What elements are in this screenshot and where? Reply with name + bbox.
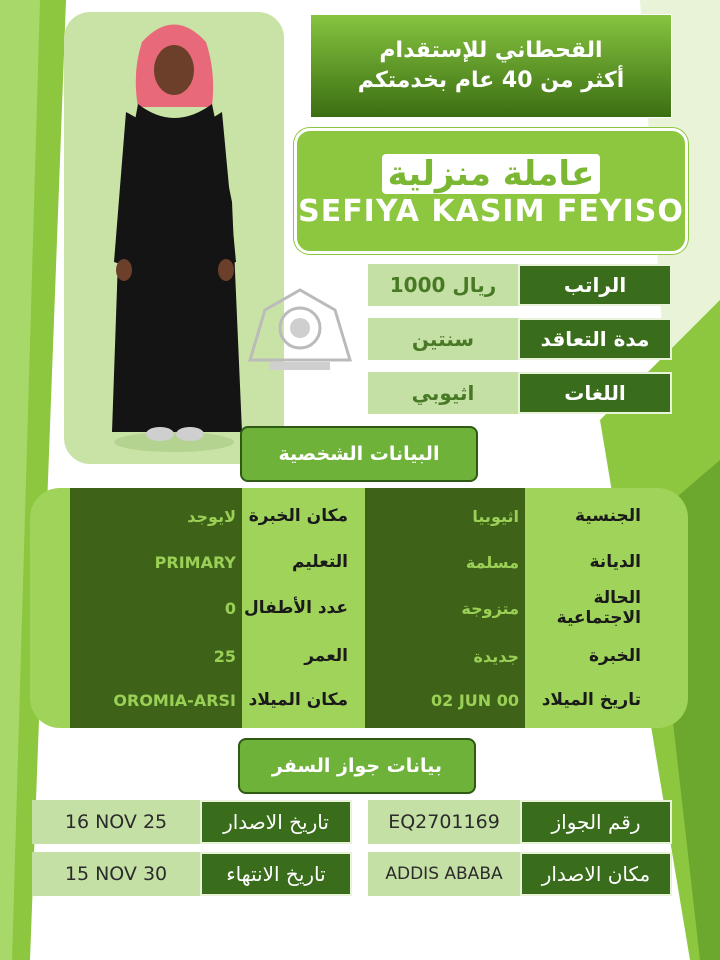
issue-date-value: 16 NOV 25 — [32, 800, 200, 844]
children-count-value: 0 — [224, 598, 236, 618]
birth-place-label: مكان الميلاد — [248, 690, 348, 710]
religion-label: الديانة — [589, 552, 641, 572]
experience-place-value: لايوجد — [187, 506, 236, 526]
worker-title-box — [294, 128, 688, 254]
personal-info-panel — [30, 488, 688, 728]
salary-label: الراتب — [518, 264, 672, 306]
experience-place-label: مكان الخبرة — [248, 506, 348, 526]
job-title: عاملة منزلية — [382, 154, 601, 194]
marital-status-label: الحالة الاجتماعية — [556, 588, 641, 628]
languages-label: اللغات — [518, 372, 672, 414]
experience-label: الخبرة — [588, 646, 641, 666]
religion-value: مسلمة — [465, 552, 519, 572]
person-photo — [64, 12, 284, 464]
age-value: 25 — [213, 646, 236, 666]
expiry-date-value: 15 NOV 30 — [32, 852, 200, 896]
worker-name: SEFIYA KASIM FEYISO — [298, 193, 684, 229]
issue-place-label: مكان الاصدار — [520, 852, 672, 896]
children-count-label: عدد الأطفال — [244, 598, 348, 618]
experience-value: جديدة — [473, 646, 519, 666]
passport-number-value: EQ2701169 — [368, 800, 520, 844]
personal-data-title: البيانات الشخصية — [240, 426, 478, 482]
education-value: PRIMARY — [154, 552, 236, 572]
age-label: العمر — [304, 646, 348, 666]
photo-panel — [64, 12, 284, 464]
birth-date-value: 02 JUN 00 — [430, 690, 519, 710]
birth-place-value: OROMIA-ARSI — [113, 690, 236, 710]
birth-date-label: تاريخ الميلاد — [541, 690, 641, 710]
salary-value: 1000 ريال — [368, 264, 518, 306]
contract-duration-value: سنتين — [368, 318, 518, 360]
languages-value: اثيوبي — [368, 372, 518, 414]
contract-duration-label: مدة التعاقد — [518, 318, 672, 360]
issue-place-value: ADDIS ABABA — [368, 852, 520, 896]
company-slogan: أكثر من 40 عام بخدمتكم — [357, 68, 625, 93]
issue-date-label: تاريخ الاصدار — [200, 800, 352, 844]
company-logo — [240, 280, 360, 380]
nationality-value: اثيوبيا — [472, 506, 519, 526]
education-label: التعليم — [292, 552, 348, 572]
company-name: القحطاني للإستقدام — [379, 38, 603, 63]
nationality-label: الجنسية — [575, 506, 641, 526]
company-header — [310, 14, 672, 118]
marital-status-value: متزوجة — [461, 598, 519, 618]
expiry-date-label: تاريخ الانتهاء — [200, 852, 352, 896]
passport-number-label: رقم الجواز — [520, 800, 672, 844]
passport-data-title: بيانات جواز السفر — [238, 738, 476, 794]
